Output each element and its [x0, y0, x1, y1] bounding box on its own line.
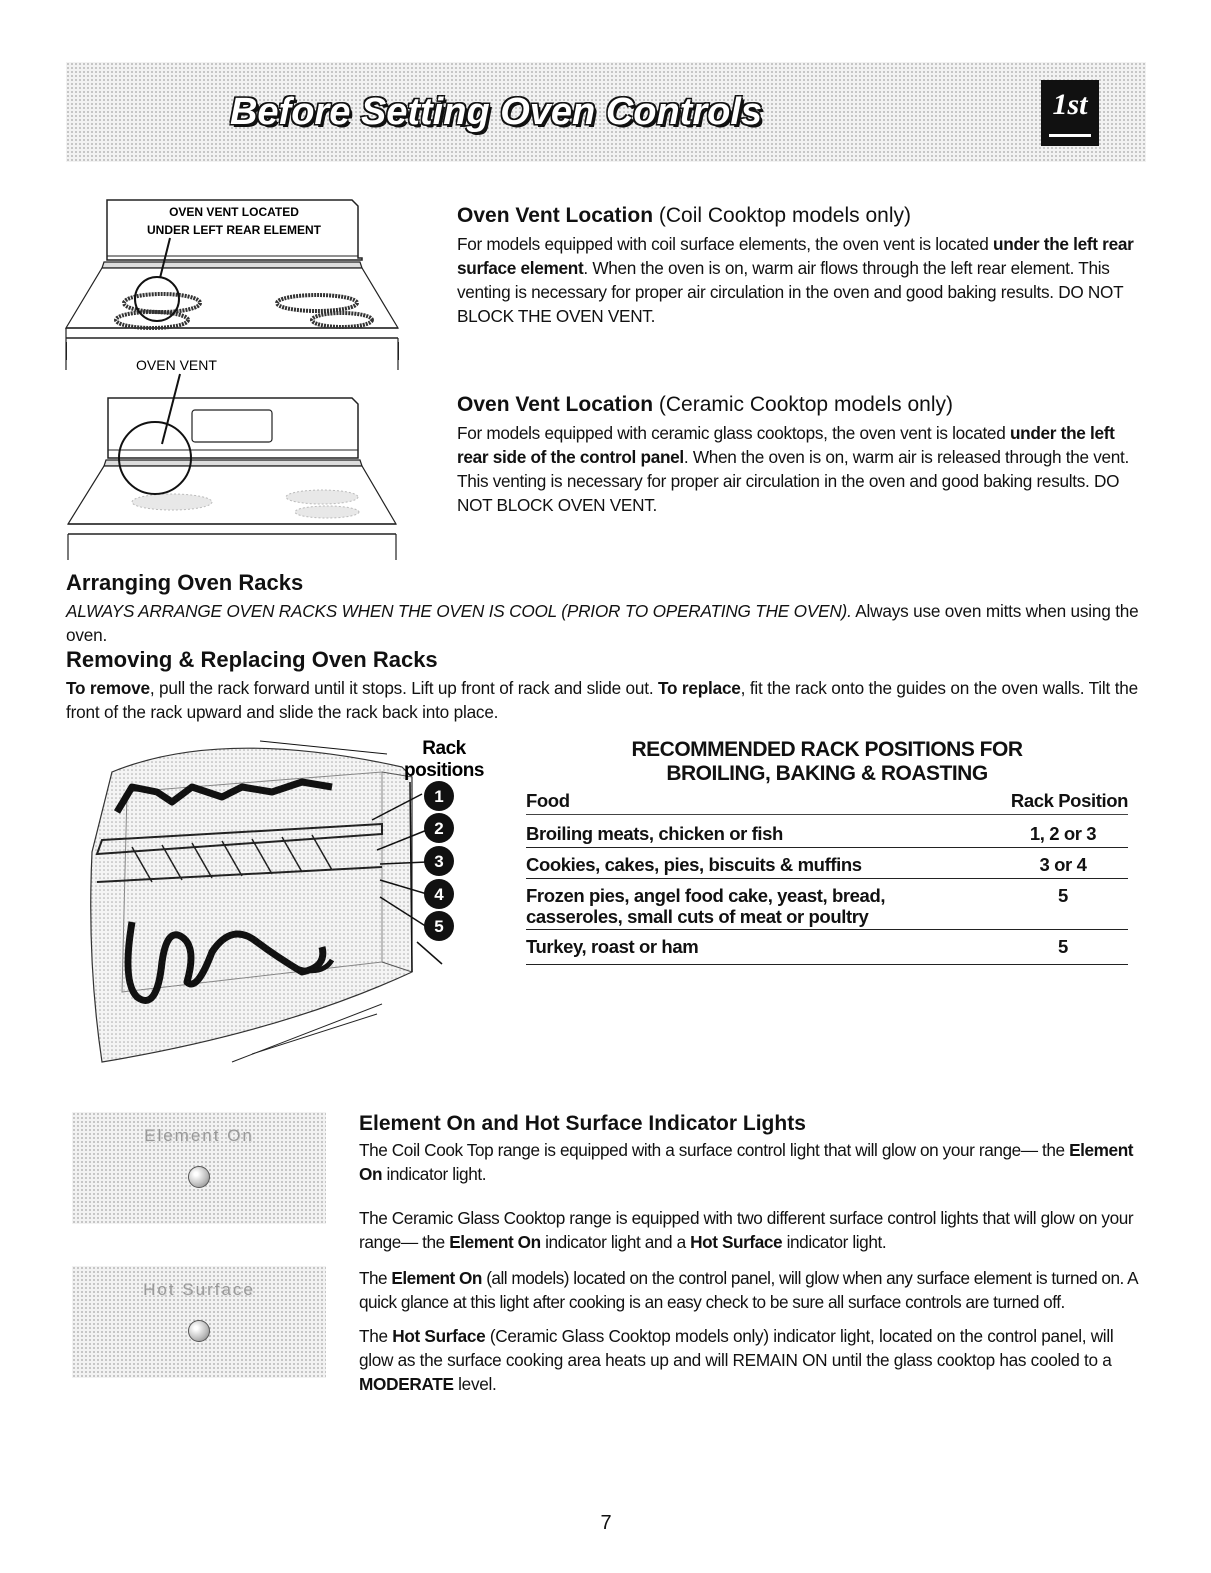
coil-vent-text-rest: . When the oven is on, warm air flows through the left rear element. This venting is necessary for proper air circulation in the oven and good baking results. DO NOT BLOCK THE OVEN VENT. [457, 258, 1123, 326]
coil-vent-text: For models equipped with coil surface elements, the oven vent is located [457, 234, 994, 254]
element-on-light-icon [188, 1166, 210, 1188]
col-position-header: Rack Position [1010, 790, 1128, 811]
divider [398, 342, 399, 360]
rack-label-1: Rack [422, 738, 466, 759]
table-heading-1: RECOMMENDED RACK POSITIONS FOR [631, 738, 1023, 761]
coil-vent-section [457, 204, 1147, 328]
p1-text-end: indicator light. [382, 1164, 487, 1184]
p2-text: The Ceramic Glass Cooktop range is equipped with two different surface control lights that will glow on your range— the [359, 1208, 1134, 1252]
row-position: 3 or 4 [1039, 854, 1087, 875]
p4-bold-2: MODERATE [359, 1374, 454, 1394]
row-food-line-1: Frozen pies, angel food cake, yeast, bread, [526, 885, 886, 906]
rack-number-5: 5 [434, 917, 444, 936]
removing-racks-section [66, 647, 1151, 724]
p2-bold-2: Hot Surface [690, 1232, 783, 1252]
indicator-paragraph-2 [359, 1206, 1149, 1254]
row-food [526, 885, 885, 927]
row-food: Cookies, cakes, pies, biscuits & muffins [526, 854, 862, 875]
rack-position-table [526, 738, 1128, 965]
ceramic-vent-bold: under the left rear side of the control panel [457, 423, 1115, 467]
ceramic-cooktop-diagram [62, 352, 404, 562]
p3-text: The [359, 1268, 392, 1288]
ceramic-diagram-label: OVEN VENT [136, 357, 217, 373]
hot-surface-light-icon [188, 1320, 210, 1342]
p1-text: The Coil Cook Top range is equipped with a surface control light that will glow on your range— the [359, 1140, 1070, 1160]
table-header-row [526, 790, 1128, 815]
col-food-header: Food [526, 790, 570, 811]
page-title: Before Setting Oven Controls [229, 90, 763, 133]
ceramic-vent-paragraph [457, 421, 1137, 517]
removing-racks-paragraph [66, 676, 1151, 724]
ceramic-vent-title-bold: Oven Vent Location [457, 393, 654, 416]
rack-number-4: 4 [434, 885, 444, 904]
coil-vent-paragraph [457, 232, 1147, 328]
arranging-racks-section [66, 570, 1151, 647]
p1-bold: Element On [359, 1140, 1134, 1184]
to-remove-text: , pull the rack forward until it stops. Lift up front of rack and slide out. [149, 678, 658, 698]
table-row [526, 823, 1128, 848]
table-heading-2: BROILING, BAKING & ROASTING [666, 762, 988, 785]
row-food-line-2: casseroles, small cuts of meat or poultry [526, 906, 869, 927]
row-food: Broiling meats, chicken or fish [526, 823, 783, 844]
ceramic-vent-text: For models equipped with ceramic glass cooktops, the oven vent is located [457, 423, 1010, 443]
coil-diagram-label-2: UNDER LEFT REAR ELEMENT [147, 223, 321, 237]
section-badge: 1st [1041, 80, 1099, 146]
to-remove-label: To remove [66, 678, 150, 698]
row-position: 5 [1058, 885, 1068, 906]
to-replace-text: , fit the rack onto the guides on the oven walls. Tilt the front of the rack upward and slide the rack back into place. [66, 678, 1138, 722]
ceramic-vent-title-normal: (Ceramic Cooktop models only) [658, 393, 953, 416]
hot-surface-panel [72, 1266, 326, 1378]
row-food: Turkey, roast or ham [526, 936, 699, 957]
arranging-racks-italic: ALWAYS ARRANGE OVEN RACKS WHEN THE OVEN IS COOL (PRIOR TO OPERATING THE OVEN). [66, 601, 852, 621]
table-row [526, 885, 1128, 930]
coil-vent-title-normal: (Coil Cooktop models only) [658, 204, 911, 227]
coil-vent-bold: under the left rear surface element [457, 234, 1134, 278]
rack-number-3: 3 [434, 852, 444, 871]
coil-cooktop-diagram [62, 198, 404, 373]
p4-text: The [359, 1326, 393, 1346]
ceramic-vent-title [457, 393, 1137, 417]
arranging-racks-title: Arranging Oven Racks [66, 570, 304, 595]
p4-text-mid: (Ceramic Glass Cooktop models only) indicator light, located on the control panel, will glow as the surface cooking area heats up and will REMAIN ON until the glass cooktop has cooled to a [359, 1326, 1114, 1370]
coil-vent-title [457, 204, 1147, 228]
coil-diagram-label-1: OVEN VENT LOCATED [169, 205, 299, 219]
p3-text-end: (all models) located on the control panel, will glow when any surface element is turned on. A quick glance at this light after cooking is an easy check to be sure all surface controls are turned off. [359, 1268, 1138, 1312]
hot-surface-label: Hot Surface [143, 1280, 255, 1299]
arranging-racks-paragraph [66, 599, 1151, 647]
p2-bold-1: Element On [449, 1232, 541, 1252]
indicator-paragraph-1 [359, 1138, 1149, 1186]
indicator-section [359, 1112, 1149, 1396]
row-position: 5 [1058, 936, 1068, 957]
rack-label-2: positions [404, 760, 484, 781]
rack-number-2: 2 [434, 819, 444, 838]
page-number: 7 [600, 1512, 612, 1534]
p4-bold-1: Hot Surface [392, 1326, 486, 1346]
to-replace-label: To replace [657, 678, 741, 698]
table-row [526, 854, 1128, 879]
p3-bold: Element On [391, 1268, 482, 1288]
divider [66, 342, 67, 360]
indicator-title: Element On and Hot Surface Indicator Lights [359, 1112, 806, 1135]
element-on-panel [72, 1112, 326, 1224]
p2-text-end: indicator light. [782, 1232, 887, 1252]
removing-racks-title: Removing & Replacing Oven Racks [66, 647, 438, 672]
indicator-paragraph-3 [359, 1266, 1149, 1314]
element-on-label: Element On [144, 1126, 254, 1145]
p4-text-end: level. [453, 1374, 497, 1394]
table-row [526, 936, 1128, 965]
ceramic-vent-text-rest: . When the oven is on, warm air is released through the vent. This venting is necessary for proper air circulation in the oven and good baking results. DO NOT BLOCK OVEN VENT. [457, 447, 1129, 515]
coil-vent-title-bold: Oven Vent Location [457, 204, 654, 227]
oven-rack-diagram [82, 732, 492, 1072]
row-position: 1, 2 or 3 [1029, 823, 1097, 844]
p2-text-mid: indicator light and a [540, 1232, 691, 1252]
indicator-paragraph-4 [359, 1324, 1149, 1396]
rack-number-1: 1 [434, 787, 444, 806]
ceramic-vent-section [457, 393, 1137, 517]
arranging-racks-rest: Always use oven mitts when using the oven. [66, 601, 1139, 645]
